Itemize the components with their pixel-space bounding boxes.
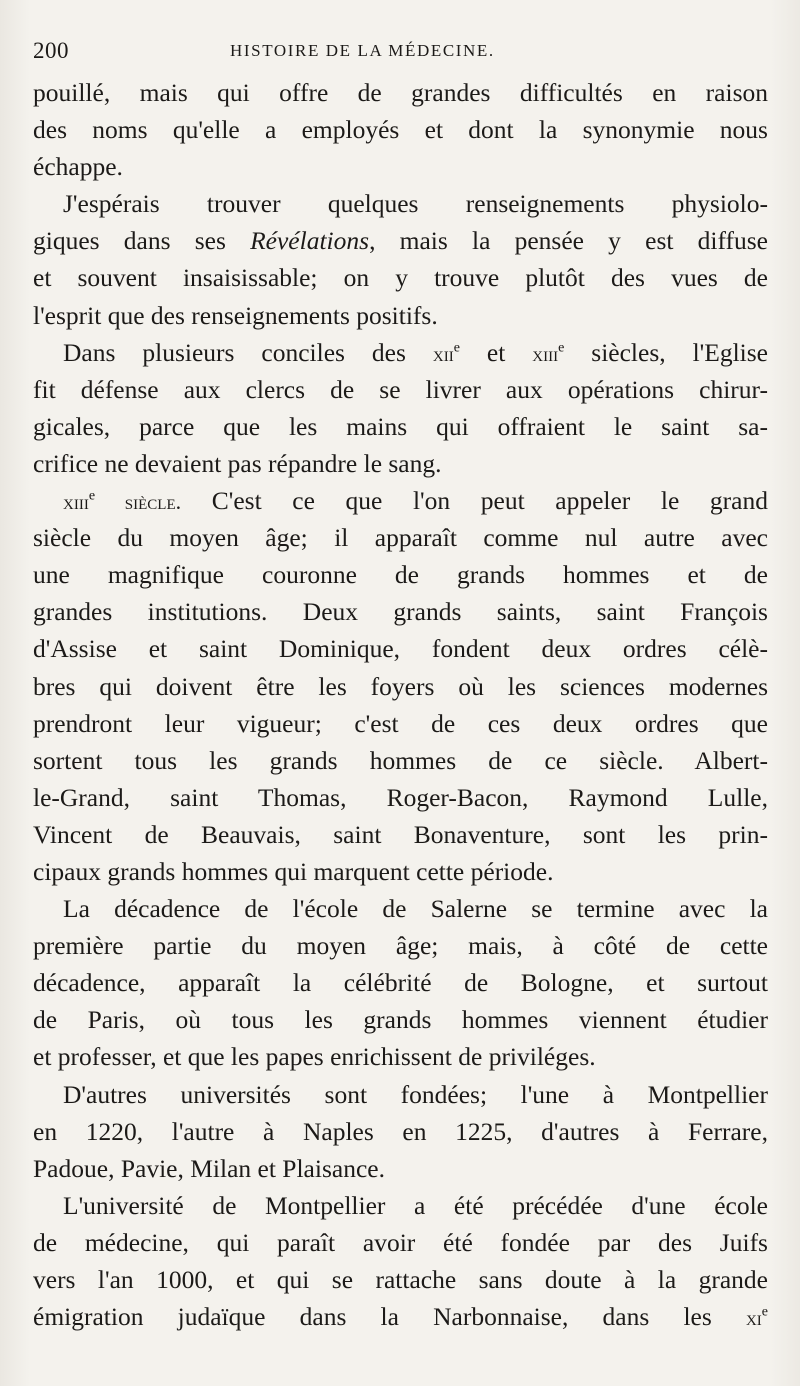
text-run: gicales, parce que les mains qui offraient le saint sa- — [33, 411, 768, 441]
text-run: cipaux grands hommes qui marquent cette période. — [33, 856, 554, 886]
text-line — [33, 1261, 768, 1298]
text-line — [33, 148, 768, 185]
text-run: La décadence de l'école de Salerne se termine avec la — [63, 894, 768, 924]
text-line — [33, 1150, 768, 1187]
text-line — [33, 853, 768, 890]
text-line — [33, 259, 768, 296]
text-line — [33, 742, 768, 779]
text-line — [33, 408, 768, 445]
text-line — [33, 1113, 768, 1150]
text-run: échappe. — [33, 152, 123, 182]
text-run: et professer, et que les papes enrichissent de priviléges. — [33, 1042, 596, 1072]
text-run: des noms qu'elle a employés et dont la synonymie nous — [33, 115, 768, 145]
superscript: e — [558, 340, 565, 356]
text-run: siècles, l'Eglise — [564, 337, 769, 367]
superscript: e — [761, 1304, 768, 1320]
small-caps-text: xiii — [532, 340, 559, 366]
text-line — [33, 519, 768, 556]
page-number: 200 — [33, 38, 69, 63]
text-run: siècle du moyen âge; il apparaît comme nul autre avec — [33, 523, 768, 553]
text-line — [33, 1224, 768, 1261]
text-line — [33, 964, 768, 1001]
italic-title: Révélations — [250, 226, 370, 256]
text-line — [33, 111, 768, 148]
text-line — [33, 445, 768, 482]
text-line — [33, 297, 768, 334]
text-run: l'esprit que des renseignements positifs. — [33, 300, 438, 330]
text-run: Padoue, Pavie, Milan et Plaisance. — [33, 1153, 385, 1183]
text-run: prendront leur vigueur; c'est de ces deux ordres que — [33, 708, 768, 738]
text-run: en 1220, l'autre à Naples en 1225, d'autres à Ferrare, — [33, 1116, 768, 1146]
text-line — [33, 705, 768, 742]
text-run: giques dans ses — [33, 226, 251, 256]
text-line — [33, 1076, 768, 1113]
text-run: J'espérais trouver quelques renseignements physiolo- — [63, 189, 768, 219]
text-run: L'université de Montpellier a été précédée d'une école — [63, 1190, 768, 1220]
text-line — [33, 1038, 768, 1075]
text-run: et souvent insaisissable; on y trouve plutôt des vues de — [33, 263, 768, 293]
small-caps-text: xi — [745, 1305, 762, 1331]
text-run: Vincent de Beauvais, saint Bonaventure, sont les prin- — [33, 819, 768, 849]
text-line — [33, 927, 768, 964]
text-run: de Paris, où tous les grands hommes viennent étudier — [33, 1005, 768, 1035]
text-run: vers l'an 1000, et qui se rattache sans doute à la grande — [33, 1265, 768, 1294]
text-run: pouillé, mais qui offre de grandes difficultés en raison — [33, 78, 768, 107]
text-line — [33, 668, 768, 705]
text-line — [33, 185, 768, 222]
text-line — [33, 593, 768, 630]
text-line — [33, 222, 768, 259]
text-run: émigration judaïque dans la Narbonnaise, dans les — [33, 1302, 746, 1332]
text-run: fit défense aux clercs de se livrer aux opérations chirur- — [33, 374, 768, 404]
text-line — [33, 482, 768, 519]
small-caps-text: xii — [432, 340, 454, 366]
text-run: première partie du moyen âge; mais, à côté de cette — [33, 931, 768, 961]
text-run: D'autres universités sont fondées; l'une à Montpellier — [63, 1079, 768, 1109]
text-line — [33, 371, 768, 408]
running-head: HISTOIRE DE LA MÉDECINE. — [230, 41, 495, 60]
text-run: et — [459, 337, 533, 367]
text-run: bres qui doivent être les foyers où les sciences modernes — [33, 671, 768, 701]
text-run: décadence, apparaît la célébrité de Bologne, et surtout — [33, 968, 768, 998]
text-run: le-Grand, saint Thomas, Roger-Bacon, Raymond Lulle, — [33, 782, 768, 812]
text-line — [33, 890, 768, 927]
text-line — [33, 74, 768, 111]
text-run: une magnifique couronne de grands hommes et de — [33, 560, 768, 590]
body-text — [33, 74, 768, 1335]
text-run: de médecine, qui paraît avoir été fondée par des Juifs — [33, 1227, 768, 1257]
text-line — [33, 1298, 768, 1335]
small-caps-text: siècle. — [95, 489, 182, 515]
small-caps-text: xiii — [63, 489, 89, 515]
text-line — [33, 556, 768, 593]
text-run: C'est ce que l'on peut appeler le grand — [181, 486, 768, 516]
text-line — [33, 334, 768, 371]
text-run: Dans plusieurs conciles des — [63, 337, 433, 367]
superscript: e — [453, 340, 460, 356]
text-line — [33, 1001, 768, 1038]
superscript: e — [88, 488, 96, 504]
text-line — [33, 779, 768, 816]
text-line — [33, 816, 768, 853]
text-run: , mais la pensée y est diffuse — [369, 226, 769, 256]
text-run: sortent tous les grands hommes de ce siècle. Albert- — [33, 745, 768, 775]
text-run: crifice ne devaient pas répandre le sang. — [33, 448, 442, 478]
text-line — [33, 1187, 768, 1224]
text-run: d'Assise et saint Dominique, fondent deux ordres célè- — [33, 634, 768, 664]
text-line — [33, 630, 768, 667]
text-run: grandes institutions. Deux grands saints, saint François — [33, 597, 768, 627]
page-header — [33, 38, 773, 68]
